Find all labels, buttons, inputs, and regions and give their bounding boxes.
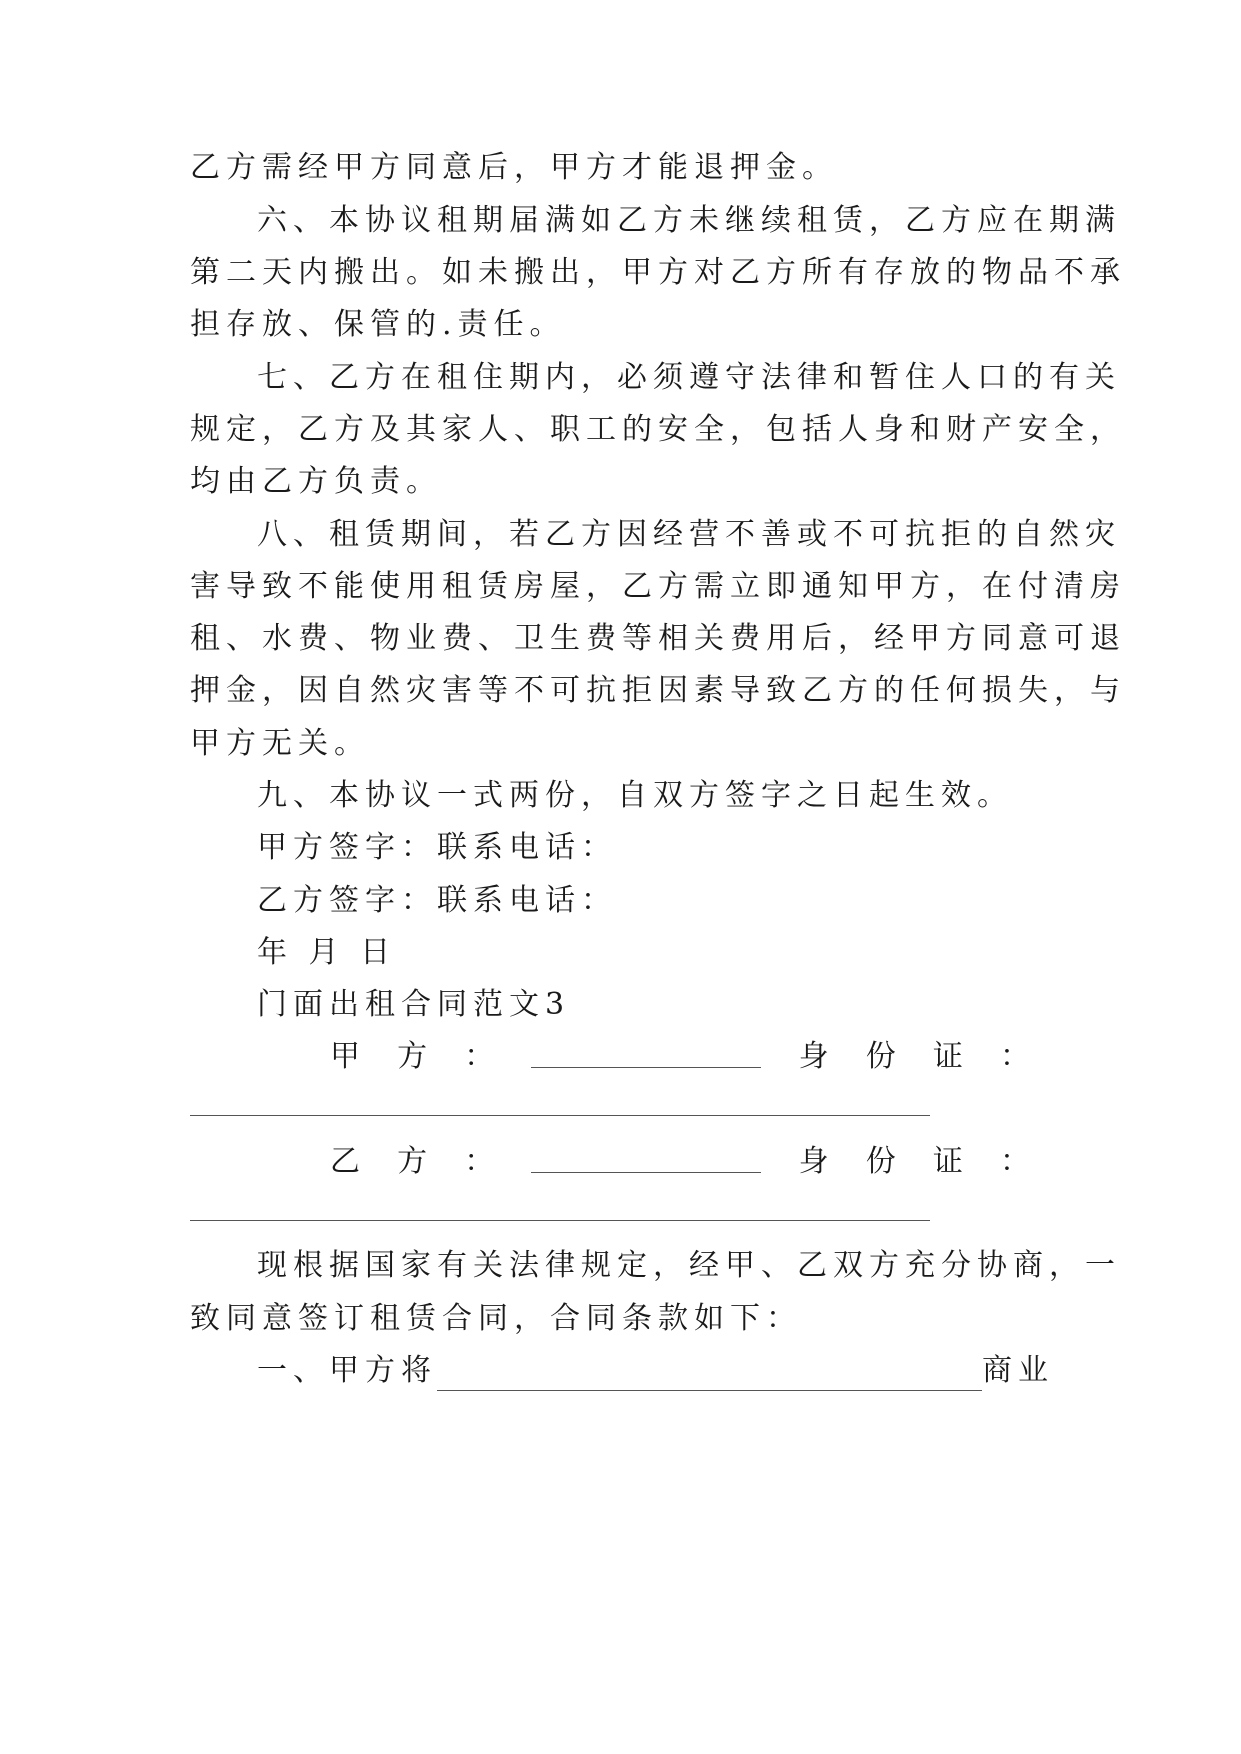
date-line: 年 月 日 — [257, 935, 397, 970]
party-b-id-colon: ： — [999, 1144, 1030, 1179]
clause-6-line: 六、本协议租期届满如乙方未继续租赁，乙方应在期满 — [257, 203, 1121, 238]
party-a-colon: ： — [464, 1039, 495, 1074]
party-b-id-char-1: 身 — [798, 1144, 829, 1179]
party-b-colon: ： — [464, 1144, 495, 1179]
clause-7-line: 七、乙方在租住期内，必须遵守法律和暂住人口的有关 — [257, 360, 1121, 395]
text-line: 担存放、保管的.责任。 — [190, 307, 566, 342]
text-line: 押金，因自然灾害等不可抗拒因素导致乙方的任何损失，与 — [190, 673, 1126, 708]
text-line: 乙方需经甲方同意后，甲方才能退押金。 — [190, 150, 838, 185]
party-b-id-blank[interactable] — [190, 1220, 930, 1221]
clause-8-line: 八、租赁期间，若乙方因经营不善或不可抗拒的自然灾 — [257, 517, 1121, 552]
party-b-char-2: 方 — [397, 1144, 428, 1179]
party-b-row — [330, 1142, 1030, 1182]
party-a-char-2: 方 — [397, 1039, 428, 1074]
clause-1-line — [257, 1351, 1137, 1391]
text-line: 害导致不能使用租赁房屋，乙方需立即通知甲方，在付清房 — [190, 569, 1126, 604]
intro-line: 致同意签订租赁合同，合同条款如下： — [190, 1301, 802, 1336]
party-a-id-char-3: 证 — [932, 1039, 963, 1074]
party-a-char-1: 甲 — [330, 1039, 360, 1074]
property-address-blank[interactable] — [437, 1360, 982, 1391]
party-b-name-blank[interactable] — [531, 1142, 761, 1173]
party-a-id-char-2: 份 — [865, 1039, 896, 1074]
clause-1-suffix: 商业 — [982, 1353, 1054, 1388]
clause-9-line: 九、本协议一式两份，自双方签字之日起生效。 — [257, 778, 1013, 813]
party-a-id-colon: ： — [999, 1039, 1030, 1074]
party-b-id-char-2: 份 — [865, 1144, 896, 1179]
party-a-id-char-1: 身 — [798, 1039, 829, 1074]
section-title: 门面出租合同范文3 — [257, 987, 571, 1022]
party-a-signature-line: 甲方签字：联系电话： — [257, 830, 617, 865]
party-a-name-blank[interactable] — [531, 1037, 761, 1068]
party-b-char-1: 乙 — [330, 1144, 360, 1179]
party-b-signature-line: 乙方签字：联系电话： — [257, 883, 617, 918]
party-a-id-blank[interactable] — [190, 1115, 930, 1116]
party-a-row — [330, 1037, 1030, 1077]
text-line: 甲方无关。 — [190, 726, 370, 761]
text-line: 规定，乙方及其家人、职工的安全，包括人身和财产安全， — [190, 412, 1126, 447]
intro-line: 现根据国家有关法律规定，经甲、乙双方充分协商，一 — [257, 1248, 1121, 1283]
text-line: 第二天内搬出。如未搬出，甲方对乙方所有存放的物品不承 — [190, 255, 1126, 290]
clause-1-prefix: 一、甲方将 — [257, 1353, 437, 1388]
text-line: 租、水费、物业费、卫生费等相关费用后，经甲方同意可退 — [190, 621, 1126, 656]
party-b-id-char-3: 证 — [932, 1144, 963, 1179]
text-line: 均由乙方负责。 — [190, 464, 442, 499]
